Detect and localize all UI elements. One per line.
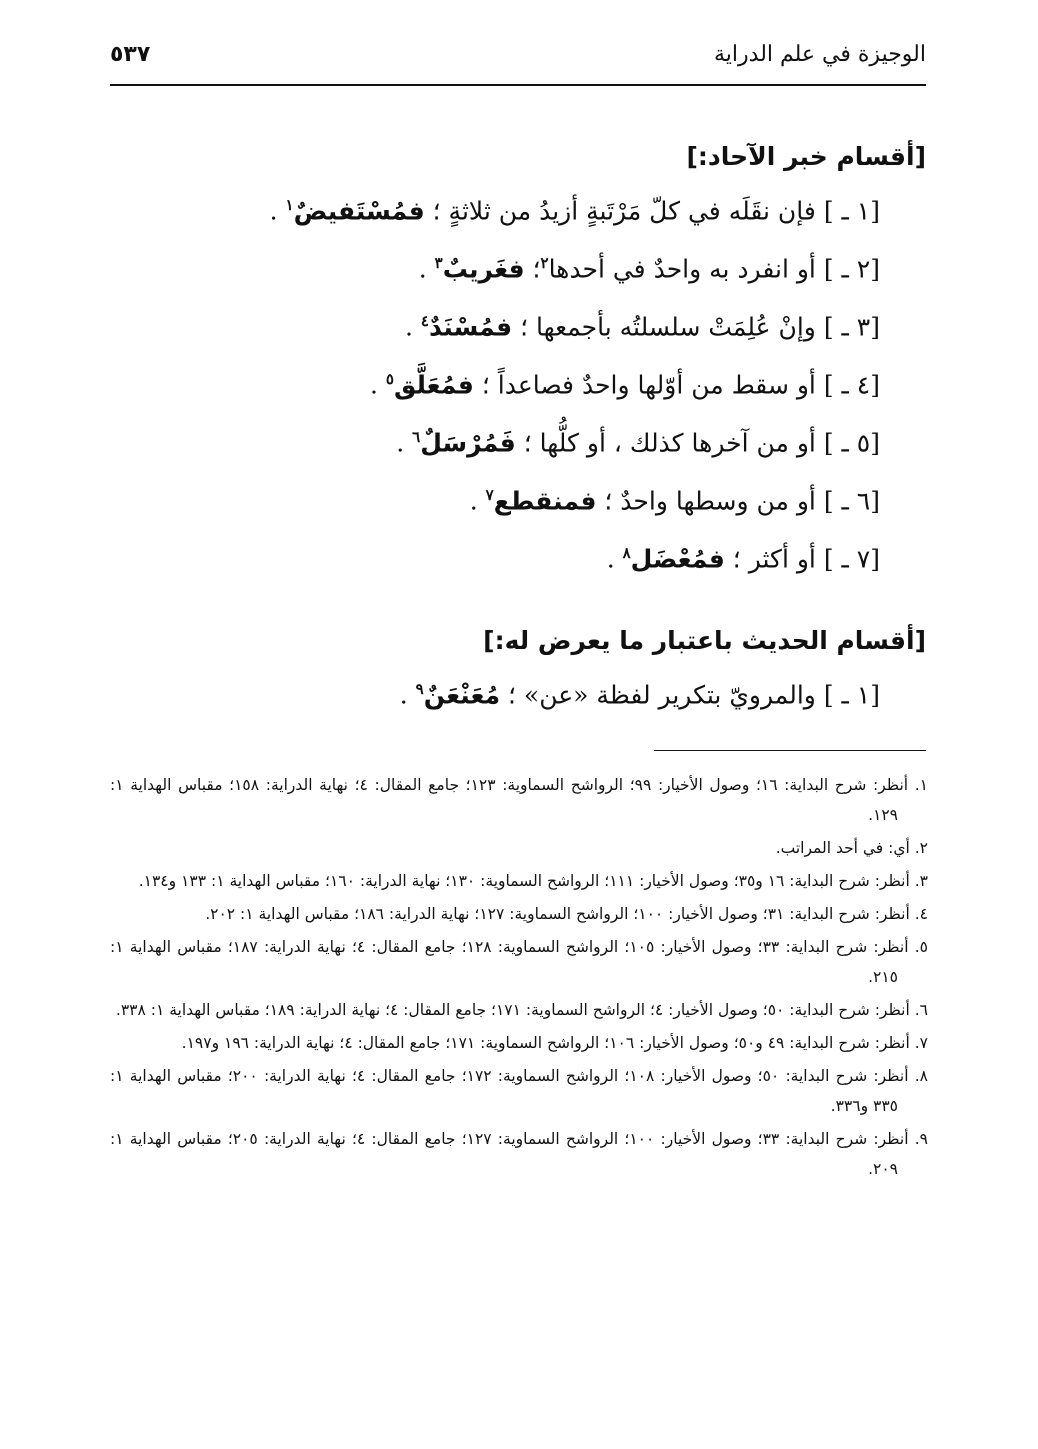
item-number: [٣ ـ ]: [823, 312, 880, 342]
footnote: ٨. أنظر: شرح البداية: ٥٠؛ وصول الأخيار: ١٠٨؛ الرواشح السماوية: ١٧٢؛ جامع المقال: ٤؛ نهاية الدراية: ٢٠٠؛ مقباس الهداية ١: ٣٣٥ و٣٣٦.: [110, 1067, 928, 1115]
item-text: ؛: [524, 254, 541, 284]
item-end: .: [606, 544, 623, 574]
list-item: [470, 486, 880, 515]
footnote-ref: ٢: [540, 254, 549, 272]
item-term: فغَريبٌ: [442, 254, 525, 284]
item-end: .: [399, 680, 416, 710]
item-term: فمنقطع: [493, 486, 597, 516]
list-item: [400, 680, 880, 709]
list-item: [405, 312, 880, 341]
footnote: ٦. أنظر: شرح البداية: ٥٠؛ وصول الأخيار: ٤؛ الرواشح السماوية: ١٧١؛ جامع المقال: ٤؛ نهاية الدراية: ١٨٩؛ مقباس الهداية ١: ٣٣٨.: [115, 1001, 928, 1019]
footnote-ref: ٦: [412, 428, 421, 446]
footnote-separator: [654, 750, 926, 751]
item-term: فمُعْضَل: [630, 544, 725, 574]
item-number: [٦ ـ ]: [823, 486, 880, 516]
page-header: [110, 38, 926, 86]
section-heading-hadith: [أقسام الحديث باعتبار ما يعرض له:]: [483, 626, 926, 655]
footnote-ref: ٧: [485, 486, 494, 504]
item-text: فإن نقَلَه في كلّ مَرْتَبةٍ أزيدُ من ثلاثةٍ ؛: [424, 196, 824, 226]
footnote-ref: ٨: [622, 544, 631, 562]
item-text: وإنْ عُلِمَتْ سلسلتُه بأجمعها ؛: [512, 312, 824, 342]
item-text: أو سقط من أوّلها واحدٌ فصاعداً ؛: [473, 370, 824, 400]
footnote-ref: ٩: [415, 680, 424, 698]
item-text: أو من آخرها كذلك ، أو كلُّها ؛: [515, 428, 824, 458]
list-item: [370, 370, 880, 399]
footnote-ref: ١: [285, 196, 294, 214]
item-end: .: [269, 196, 286, 226]
running-title: الوجيزة في علم الدراية: [714, 42, 926, 67]
footnote: ٥. أنظر: شرح البداية: ٣٣؛ وصول الأخيار: ١٠٥؛ الرواشح السماوية: ١٢٨؛ جامع المقال: ٤؛ نهاية الدراية: ١٨٧؛ مقباس الهداية ١: ٢١٥.: [110, 938, 928, 986]
item-end: .: [469, 486, 486, 516]
item-text: والمرويّ بتكرير لفظة «عن» ؛: [500, 680, 824, 710]
item-number: [٧ ـ ]: [823, 544, 880, 574]
item-number: [١ ـ ]: [823, 196, 880, 226]
footnote: ٢. أي: في أحد المراتب.: [775, 839, 928, 857]
list-item: [270, 196, 880, 225]
item-end: .: [404, 312, 421, 342]
item-number: [٤ ـ ]: [823, 370, 880, 400]
footnote: ١. أنظر: شرح البداية: ١٦؛ وصول الأخيار: ٩٩؛ الرواشح السماوية: ١٢٣؛ جامع المقال: ٤؛ نهاية الدراية: ١٥٨؛ مقباس الهداية ١: ١٢٩.: [110, 776, 928, 824]
footnote: ٧. أنظر: شرح البداية: ٤٩ و٥٠؛ وصول الأخيار: ١٠٦؛ الرواشح السماوية: ١٧١؛ جامع المقال: ٤؛ نهاية الدراية: ١٩٦ و١٩٧.: [181, 1034, 928, 1052]
list-item: [607, 544, 880, 573]
footnote-ref: ٤: [420, 312, 429, 330]
item-text: أو من وسطها واحدٌ ؛: [596, 486, 824, 516]
footnote: ٤. أنظر: شرح البداية: ٣١؛ وصول الأخيار: ١٠٠؛ الرواشح السماوية: ١٢٧؛ نهاية الدراية: ١٨٦؛ مقباس الهداية ١: ٢٠٢.: [205, 905, 928, 923]
footnote: ٣. أنظر: شرح البداية: ١٦ و٣٥؛ وصول الأخيار: ١١١؛ الرواشح السماوية: ١٣٠؛ نهاية الدراية: ١٦٠؛ مقباس الهداية ١: ١٣٣ و١٣٤.: [138, 872, 928, 890]
item-end: .: [418, 254, 435, 284]
item-number: [١ ـ ]: [823, 680, 880, 710]
item-number: [٢ ـ ]: [823, 254, 880, 284]
section-heading-ahad: [أقسام خبر الآحاد:]: [686, 142, 926, 171]
item-term: فمُسْنَدٌ: [428, 312, 513, 342]
item-text: أو أكثر ؛: [724, 544, 824, 574]
item-end: .: [369, 370, 386, 400]
item-term: فمُعَلَّق: [393, 370, 474, 400]
footnotes: [110, 770, 928, 1187]
item-end: .: [396, 428, 413, 458]
item-term: مُعَنْعَنٌ: [423, 680, 501, 710]
item-term: فَمُرْسَلٌ: [420, 428, 516, 458]
footnote: ٩. أنظر: شرح البداية: ٣٣؛ وصول الأخيار: ١٠٠؛ الرواشح السماوية: ١٢٧؛ جامع المقال: ٤؛ نهاية الدراية: ٢٠٥؛ مقباس الهداية ١: ٢٠٩.: [110, 1130, 928, 1178]
page-number: ٥٣٧: [110, 42, 151, 67]
item-text: أو انفرد به واحدٌ في أحدها: [548, 254, 824, 284]
item-number: [٥ ـ ]: [823, 428, 880, 458]
list-item: [419, 254, 880, 283]
list-item: [396, 428, 880, 457]
item-term: فمُسْتَفيضٌ: [293, 196, 425, 226]
footnote-ref: ٥: [385, 370, 394, 388]
footnote-ref: ٣: [434, 254, 443, 272]
